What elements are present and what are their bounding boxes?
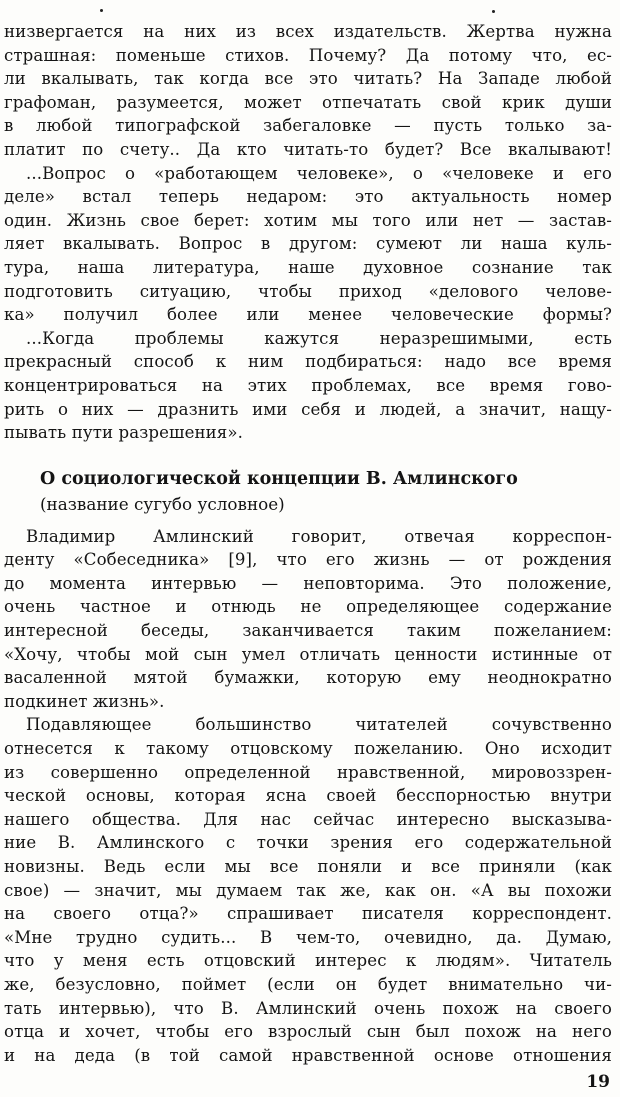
text-line: тура, наша литература, наше духовное сознание так: [4, 257, 612, 277]
print-speck: [492, 10, 495, 13]
text-line: до момента интервью — неповторима. Это положение,: [4, 573, 612, 593]
page-number: 19: [586, 1072, 610, 1092]
text-line: денту «Собеседника» [9], что его жизнь — от рождения: [4, 550, 612, 570]
text-line: концентрироваться на этих проблемах, все время гово-: [4, 375, 612, 395]
text-line: отца и хочет, чтобы его взрослый сын был похож на него: [4, 1022, 612, 1042]
text-line: прекрасный способ к ним подбираться: надо все время: [4, 352, 612, 372]
text-line: новизны. Ведь если мы все поняли и все приняли (как: [4, 857, 612, 876]
section-gap: [4, 445, 612, 467]
text-line: один. Жизнь свое берет: хотим мы того или нет — застав-: [4, 210, 612, 230]
text-line: «Мне трудно судить... В чем-то, очевидно, да. Думаю,: [4, 927, 612, 947]
text-line: ческой основы, которая ясна своей бесспорностью внутри: [4, 786, 612, 806]
text-line: на своего отца?» спрашивает писателя корреспондент.: [4, 904, 612, 924]
text-line: из совершенно определенной нравственной, мировоззрен-: [4, 762, 612, 782]
text-line: же, безусловно, поймет (если он будет внимательно чи-: [4, 974, 612, 994]
text-line: свое) — значит, мы думаем так же, как он. «А вы похожи: [4, 880, 612, 900]
text-line: ...Когда проблемы кажутся неразрешимыми, есть: [26, 328, 612, 348]
paragraph: [4, 327, 612, 445]
text-line: «Хочу, чтобы мой сын умел отличать ценности истинные от: [4, 644, 612, 664]
text-line: Подавляющее большинство читателей сочувственно: [26, 715, 612, 735]
paragraph: [4, 162, 612, 327]
text-line: ние В. Амлинского с точки зрения его содержательной: [4, 833, 612, 853]
text-line: Владимир Амлинский говорит, отвечая корреспон-: [26, 526, 612, 546]
text-line: платит по счету.. Да кто читать-то будет? Все вкалывают!: [4, 139, 612, 159]
paragraph: [4, 525, 612, 714]
text-line: рить о них — дразнить ими себя и людей, а значит, нащу-: [4, 399, 612, 419]
paragraph: [4, 20, 612, 162]
section-subheading: (название сугубо условное): [40, 493, 285, 514]
text-line: деле» встал теперь недаром: это актуальность номер: [4, 187, 612, 207]
text-line: отнесется к такому отцовскому пожеланию. Оно исходит: [4, 739, 612, 759]
text-line: васаленной мятой бумажки, которую ему неоднократно: [4, 668, 612, 688]
text-line: пывать пути разрешения».: [4, 423, 243, 443]
text-line: ка» получил более или менее человеческие формы?: [4, 305, 612, 325]
text-column: [4, 20, 612, 1067]
text-line: ли вкалывать, так когда все это читать? На Западе любой: [4, 69, 612, 89]
text-line: и на деда (в той самой нравственной основе отношения: [4, 1045, 612, 1065]
text-line: графоман, разумеется, может отпечатать свой крик души: [4, 92, 612, 112]
text-line: что у меня есть отцовский интерес к людям». Читатель: [4, 951, 612, 971]
text-line: ...Вопрос о «работающем человеке», о «человеке и его: [26, 163, 612, 183]
text-line: страшная: поменьше стихов. Почему? Да потому что, ес-: [4, 45, 612, 65]
text-line: подкинет жизнь».: [4, 691, 165, 711]
section-heading: О социологической концепции В. Амлинского: [40, 468, 518, 489]
print-speck: [100, 9, 103, 12]
paragraph: [4, 713, 612, 1067]
text-line: интересной беседы, заканчивается таким пожеланием:: [4, 621, 612, 641]
text-line: нашего общества. Для нас сейчас интересно высказыва-: [4, 809, 612, 829]
text-line: подготовить ситуацию, чтобы приход «делового челове-: [4, 281, 612, 301]
text-line: тать интервью), что В. Амлинский очень похож на своего: [4, 998, 612, 1018]
text-line: в любой типографской забегаловке — пусть только за-: [4, 116, 612, 136]
text-line: ляет вкалывать. Вопрос в другом: сумеют ли наша куль-: [4, 234, 612, 254]
text-line: очень частное и отнюдь не определяющее содержание: [4, 597, 612, 617]
text-line: низвергается на них из всех издательств. Жертва нужна: [4, 22, 612, 41]
